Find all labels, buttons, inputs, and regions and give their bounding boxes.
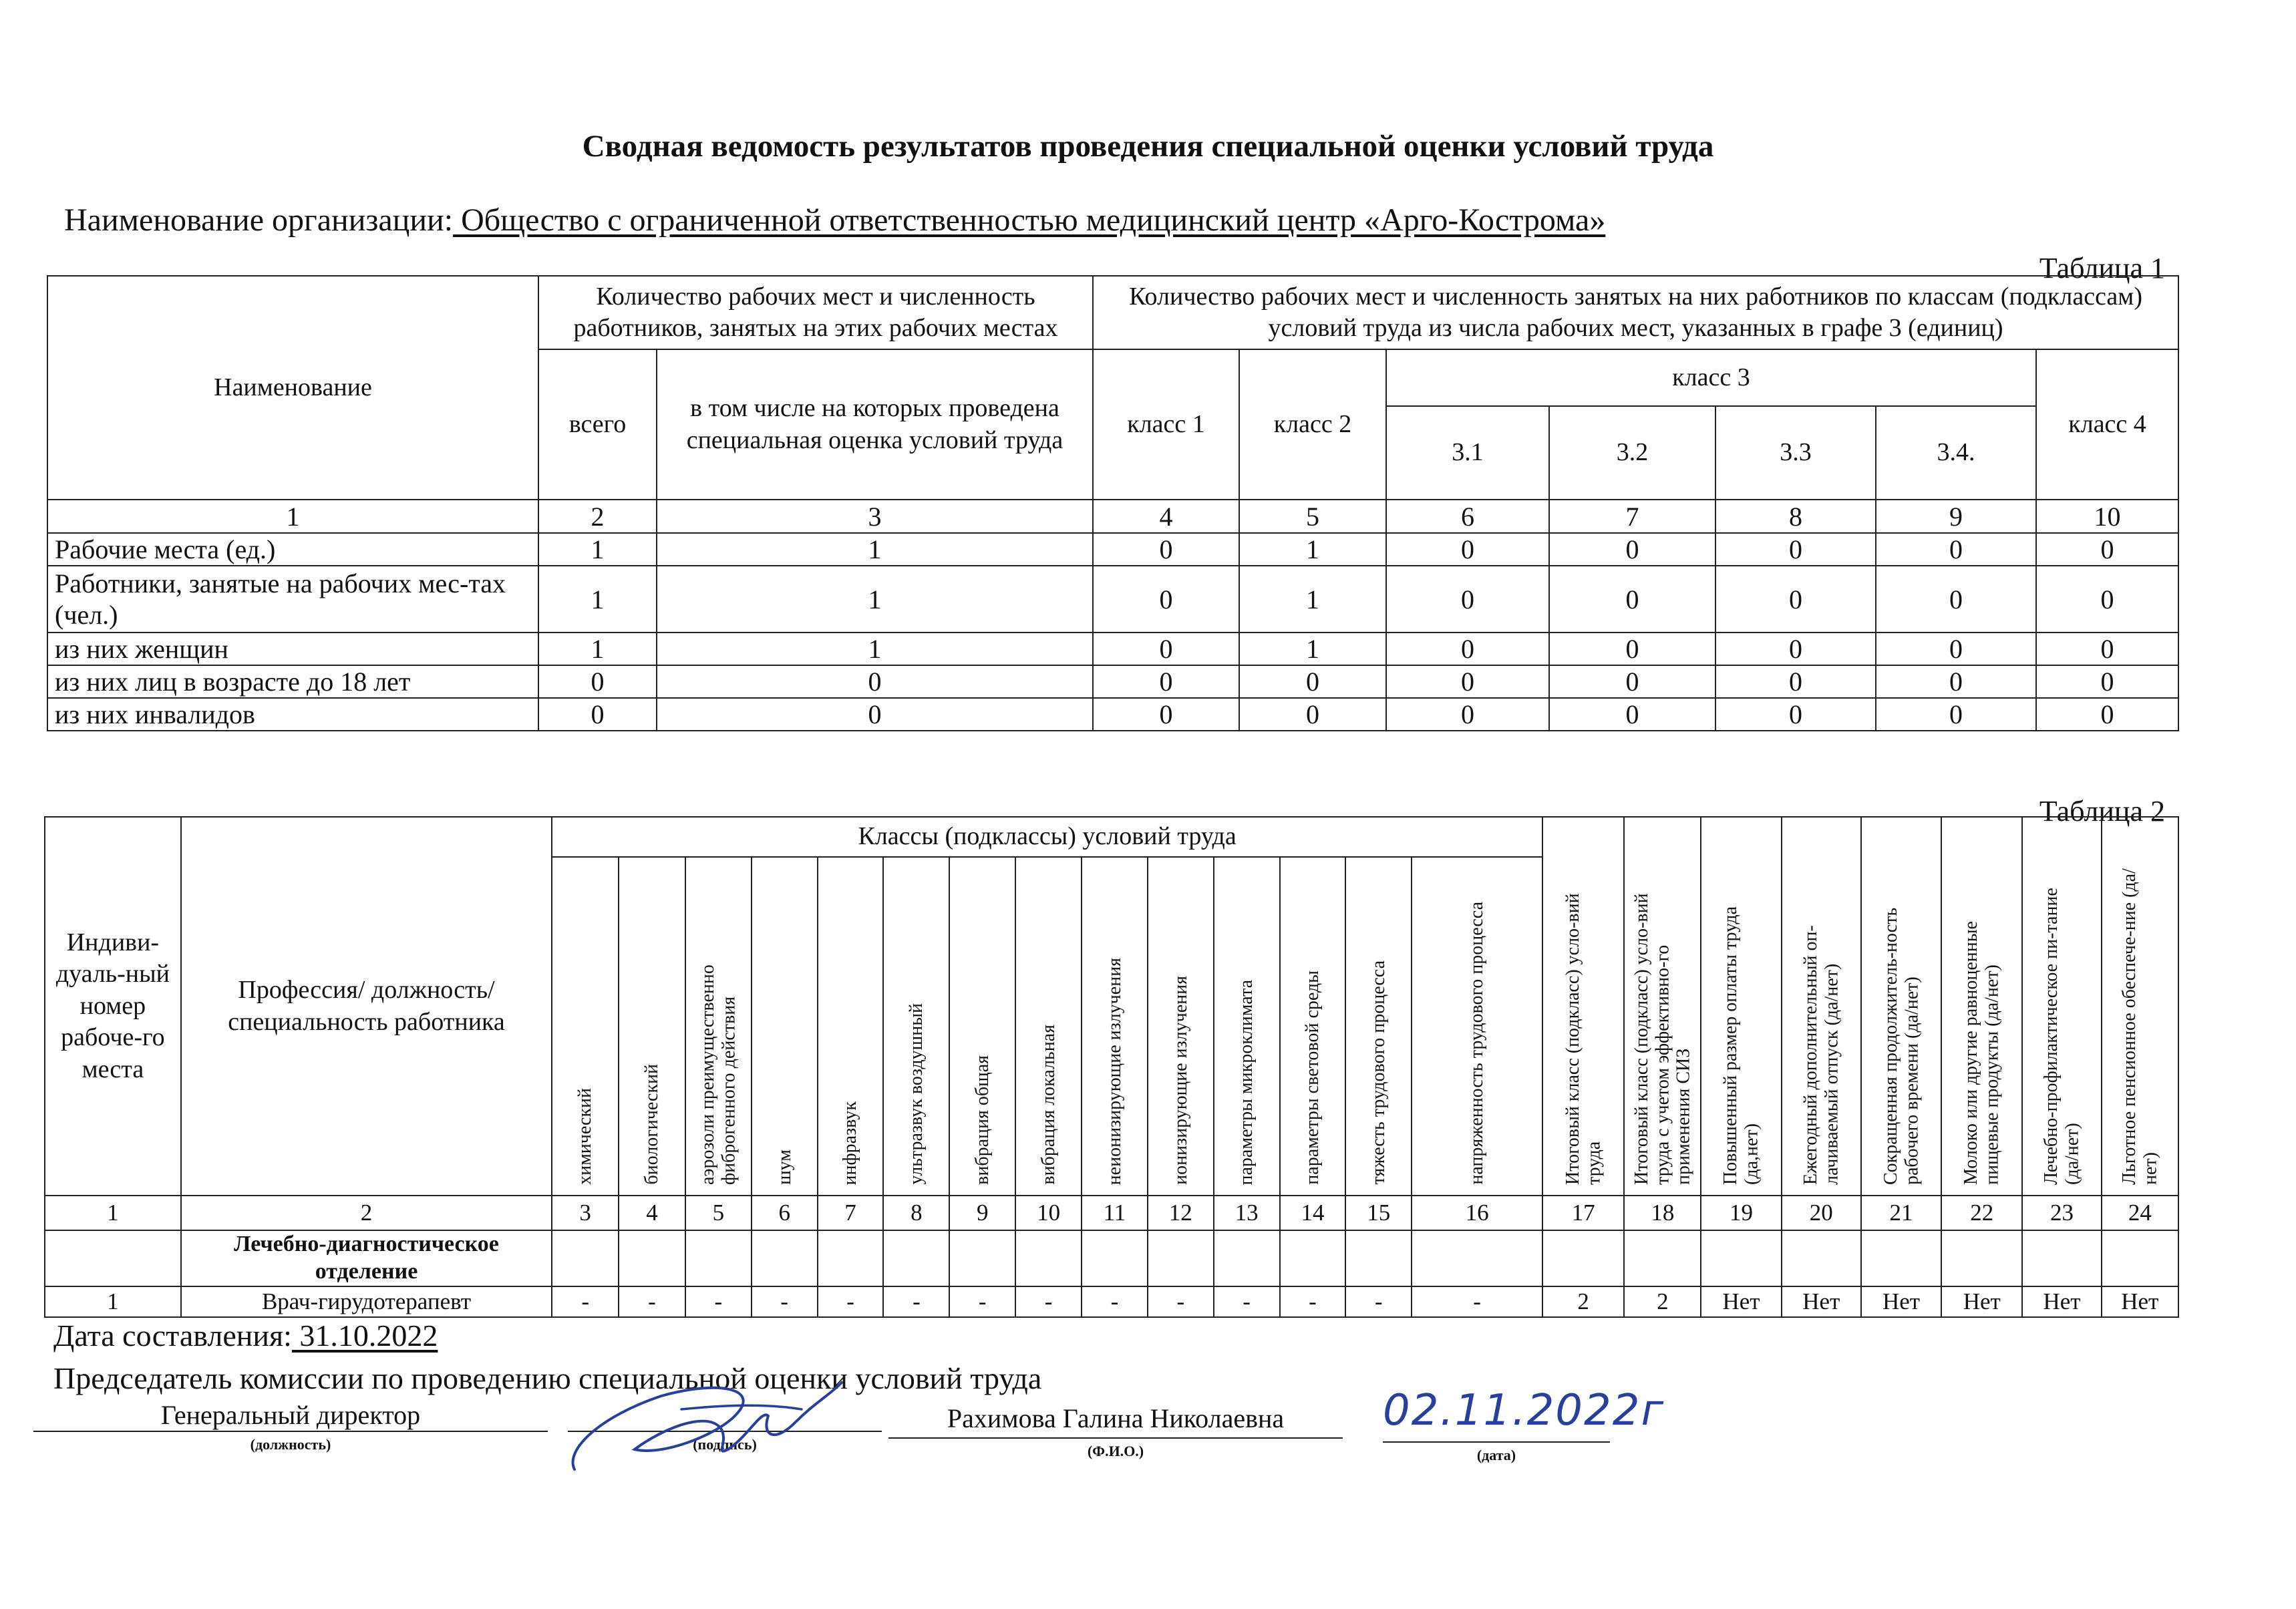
cell-value: 0 [1876,665,2036,698]
section-empty [1412,1230,1542,1286]
result-value: Нет [1701,1286,1781,1317]
page-title: Сводная ведомость результатов проведения специальной оценки условий труда [582,129,1714,164]
t2-header-vacation: Ежегодный дополнительный оп-лачиваемый отпуск (да/нет) [1782,817,1861,1196]
cell-value: 0 [657,698,1093,731]
cell-value: 0 [2036,566,2178,633]
factor-value: - [1082,1286,1148,1317]
cell-value: 1 [1239,533,1386,566]
section-empty [1941,1230,2022,1286]
cell-value: 0 [1715,698,1876,731]
position-value: Генеральный директор [160,1400,421,1430]
t2-col-number: 9 [949,1196,1015,1230]
factor-value: - [818,1286,884,1317]
section-empty [1701,1230,1781,1286]
factor-value: - [685,1286,752,1317]
t2-header-profession: Профессия/ должность/ специальность работника [181,817,552,1196]
cell-value: 0 [2036,698,2178,731]
cell-value: 0 [2036,665,2178,698]
t2-col-number: 13 [1214,1196,1280,1230]
result-value: 2 [1542,1286,1624,1317]
section-empty [1861,1230,1941,1286]
cell-value: 0 [657,665,1093,698]
workplace-number: 1 [45,1286,181,1317]
t2-col-number: 24 [2102,1196,2178,1230]
cell-value: 0 [1549,665,1715,698]
section-empty [883,1230,949,1286]
t1-header-class3: класс 3 [1386,349,2036,406]
t2-header-final-class: Итоговый класс (подкласс) усло-вий труда [1542,817,1624,1196]
date-line [53,1318,438,1353]
result-value: Нет [1861,1286,1941,1317]
t2-factor-header: химический [552,857,619,1196]
t1-header-class1: класс 1 [1093,349,1239,500]
fio-value: Рахимова Галина Николаевна [947,1403,1285,1433]
t2-header-milk: Молоко или другие равноценные пищевые продукты (да/нет) [1941,817,2022,1196]
t2-factor-header: вибрация общая [949,857,1015,1196]
section-empty [685,1230,752,1286]
t1-header-count: Количество рабочих мест и численность работников, занятых на этих рабочих местах [538,276,1093,349]
factor-value: - [1345,1286,1412,1317]
cell-value: 0 [1093,566,1239,633]
t2-header-nutrition: Лечебно-профилактическое пи-тание (да/нет) [2022,817,2101,1196]
cell-value: 0 [1715,533,1876,566]
date-caption: (дата) [1476,1447,1516,1463]
chairman-label: Председатель комиссии по проведению специальной оценки условий труда [53,1361,1042,1395]
cell-value: 0 [1715,665,1876,698]
cell-value: 0 [1876,533,2036,566]
t1-header-3-2: 3.2 [1549,406,1715,500]
factor-value: - [619,1286,685,1317]
table-row [47,566,2178,633]
t2-factor-header: тяжесть трудового процесса [1345,857,1412,1196]
t1-col-number: 9 [1876,500,2036,533]
t2-col-number: 12 [1148,1196,1214,1230]
t2-col-number: 1 [45,1196,181,1230]
t2-col-number: 2 [181,1196,552,1230]
factor-value: - [1148,1286,1214,1317]
t2-factor-header: параметры микроклимата [1214,857,1280,1196]
date-label: Дата составления: [53,1318,292,1353]
section-empty [2022,1230,2101,1286]
t2-col-number: 5 [685,1196,752,1230]
cell-value: 0 [1093,533,1239,566]
cell-value: 0 [1093,665,1239,698]
section-empty [752,1230,818,1286]
t2-col-number: 4 [619,1196,685,1230]
t1-col-number: 8 [1715,500,1876,533]
cell-value: 1 [1239,566,1386,633]
t2-header-pension: Льготное пенсионное обеспече-ние (да/нет) [2102,817,2178,1196]
factor-value: - [1214,1286,1280,1317]
cell-value: 0 [1093,698,1239,731]
t2-col-number: 8 [883,1196,949,1230]
cell-value: 1 [538,633,657,665]
t2-column-numbers [45,1196,2178,1230]
cell-value: 0 [1876,633,2036,665]
t2-factor-header: напряженность трудового процесса [1412,857,1542,1196]
section-empty [552,1230,619,1286]
section-empty [949,1230,1015,1286]
summary-table [47,275,2179,731]
cell-value: 0 [1093,633,1239,665]
section-empty [619,1230,685,1286]
result-value: Нет [2022,1286,2101,1317]
cell-value: 0 [1386,633,1549,665]
t1-header-class4: класс 4 [2036,349,2178,500]
t2-factor-header: биологический [619,857,685,1196]
organization-line [64,202,1605,238]
organization-label: Наименование организации: [64,202,454,238]
table1-caption: Таблица 1 [2039,252,2165,285]
cell-value: 0 [1239,665,1386,698]
section-empty [2102,1230,2178,1286]
t1-column-numbers [47,500,2178,533]
t2-factor-header: ультразвук воздушный [883,857,949,1196]
t2-header-classes: Классы (подклассы) условий труда [552,817,1542,857]
section-empty [1280,1230,1346,1286]
t1-col-number: 10 [2036,500,2178,533]
result-value: 2 [1624,1286,1701,1317]
cell-value: 0 [538,698,657,731]
cell-value: 0 [1715,633,1876,665]
cell-value: 0 [1386,533,1549,566]
table-row [47,633,2178,665]
section-empty [1148,1230,1214,1286]
cell-value: 0 [1549,566,1715,633]
t2-col-number: 19 [1701,1196,1781,1230]
t2-col-number: 14 [1280,1196,1346,1230]
t2-header-reduced-hours: Сокращенная продолжитель-ность рабочего времени (да/нет) [1861,817,1941,1196]
t1-header-3-3: 3.3 [1715,406,1876,500]
factor-value: - [1015,1286,1082,1317]
row-name: Работники, занятые на рабочих мес-тах (чел.) [47,566,538,633]
section-title: Лечебно-диагностическое отделение [181,1230,552,1286]
row-name: из них лиц в возрасте до 18 лет [47,665,538,698]
section-empty [1015,1230,1082,1286]
t2-col-number: 23 [2022,1196,2101,1230]
cell-value: 0 [1239,698,1386,731]
t2-col-number: 7 [818,1196,884,1230]
t1-col-number: 1 [47,500,538,533]
section-empty [1624,1230,1701,1286]
row-name: из них женщин [47,633,538,665]
t2-factor-header: инфразвук [818,857,884,1196]
factor-value: - [949,1286,1015,1317]
position-caption: (должность) [250,1436,331,1453]
t1-col-number: 7 [1549,500,1715,533]
t2-col-number: 20 [1782,1196,1861,1230]
factor-value: - [552,1286,619,1317]
t2-factor-header: неионизирующие излучения [1082,857,1148,1196]
t1-header-3-4: 3.4. [1876,406,2036,500]
cell-value: 0 [1876,698,2036,731]
t1-col-number: 6 [1386,500,1549,533]
section-empty [45,1230,181,1286]
cell-value: 1 [657,633,1093,665]
section-empty [1542,1230,1624,1286]
section-empty [818,1230,884,1286]
t1-col-number: 3 [657,500,1093,533]
t1-header-name: Наименование [47,276,538,500]
cell-value: 1 [657,533,1093,566]
t2-factor-header: ионизирующие излучения [1148,857,1214,1196]
table-row [47,698,2178,731]
t2-header-number: Индиви-дуаль-ный номер рабоче-го места [45,817,181,1196]
t1-col-number: 4 [1093,500,1239,533]
t2-factor-header: вибрация локальная [1015,857,1082,1196]
t2-col-number: 6 [752,1196,818,1230]
worker-classes-table [44,816,2179,1318]
t1-header-3-1: 3.1 [1386,406,1549,500]
t1-header-class2: класс 2 [1239,349,1386,500]
section-empty [1082,1230,1148,1286]
cell-value: 0 [538,665,657,698]
cell-value: 0 [2036,533,2178,566]
factor-value: - [883,1286,949,1317]
table2-caption: Таблица 2 [2039,795,2165,828]
cell-value: 0 [1386,698,1549,731]
t2-col-number: 11 [1082,1196,1148,1230]
table-row [47,665,2178,698]
t2-col-number: 21 [1861,1196,1941,1230]
date-value: 31.10.2022 [291,1318,438,1353]
t1-header-classes: Количество рабочих мест и численность занятых на них работников по классам (подклассам) условий труда из числа рабочих мест, указанных в графе 3 (единиц) [1093,276,2178,349]
t2-col-number: 16 [1412,1196,1542,1230]
t2-factor-header: параметры световой среды [1280,857,1346,1196]
t2-col-number: 10 [1015,1196,1082,1230]
cell-value: 1 [657,566,1093,633]
t2-header-final-class-siz: Итоговый класс (подкласс) усло-вий труда с учетом эффективно-го применения СИЗ [1624,817,1701,1196]
signature-image [561,1369,868,1483]
cell-value: 0 [1386,665,1549,698]
t2-factor-header: аэрозоли преимущественно фиброгенного действия [685,857,752,1196]
section-row [45,1230,2178,1286]
factor-value: - [1412,1286,1542,1317]
t2-col-number: 17 [1542,1196,1624,1230]
signature-caption: (подпись) [693,1436,757,1453]
factor-value: - [752,1286,818,1317]
cell-value: 1 [1239,633,1386,665]
t2-col-number: 15 [1345,1196,1412,1230]
date-handwritten: 02.11.2022г [1383,1386,1665,1435]
cell-value: 0 [1549,698,1715,731]
cell-value: 1 [538,566,657,633]
t1-header-total: всего [538,349,657,500]
cell-value: 0 [1876,566,2036,633]
t2-factor-header: шум [752,857,818,1196]
section-empty [1214,1230,1280,1286]
profession-name: Врач-гирудотерапевт [181,1286,552,1317]
cell-value: 0 [1549,533,1715,566]
t2-col-number: 18 [1624,1196,1701,1230]
t1-col-number: 5 [1239,500,1386,533]
organization-name: Общество с ограниченной ответственностью медицинский центр «Арго-Кострома» [453,202,1606,238]
t2-col-number: 3 [552,1196,619,1230]
row-name: Рабочие места (ед.) [47,533,538,566]
result-value: Нет [1782,1286,1861,1317]
section-empty [1345,1230,1412,1286]
cell-value: 1 [538,533,657,566]
cell-value: 0 [1386,566,1549,633]
factor-value: - [1280,1286,1346,1317]
table-row [45,1286,2178,1317]
t1-col-number: 2 [538,500,657,533]
result-value: Нет [2102,1286,2178,1317]
section-empty [1782,1230,1861,1286]
t1-header-assessed: в том числе на которых проведена специальная оценка условий труда [657,349,1093,500]
result-value: Нет [1941,1286,2022,1317]
t2-header-pay: Повышенный размер оплаты труда (да,нет) [1701,817,1781,1196]
cell-value: 0 [2036,633,2178,665]
row-name: из них инвалидов [47,698,538,731]
cell-value: 0 [1715,566,1876,633]
fio-caption: (Ф.И.О.) [1087,1443,1144,1459]
t2-col-number: 22 [1941,1196,2022,1230]
cell-value: 0 [1549,633,1715,665]
table-row [47,533,2178,566]
